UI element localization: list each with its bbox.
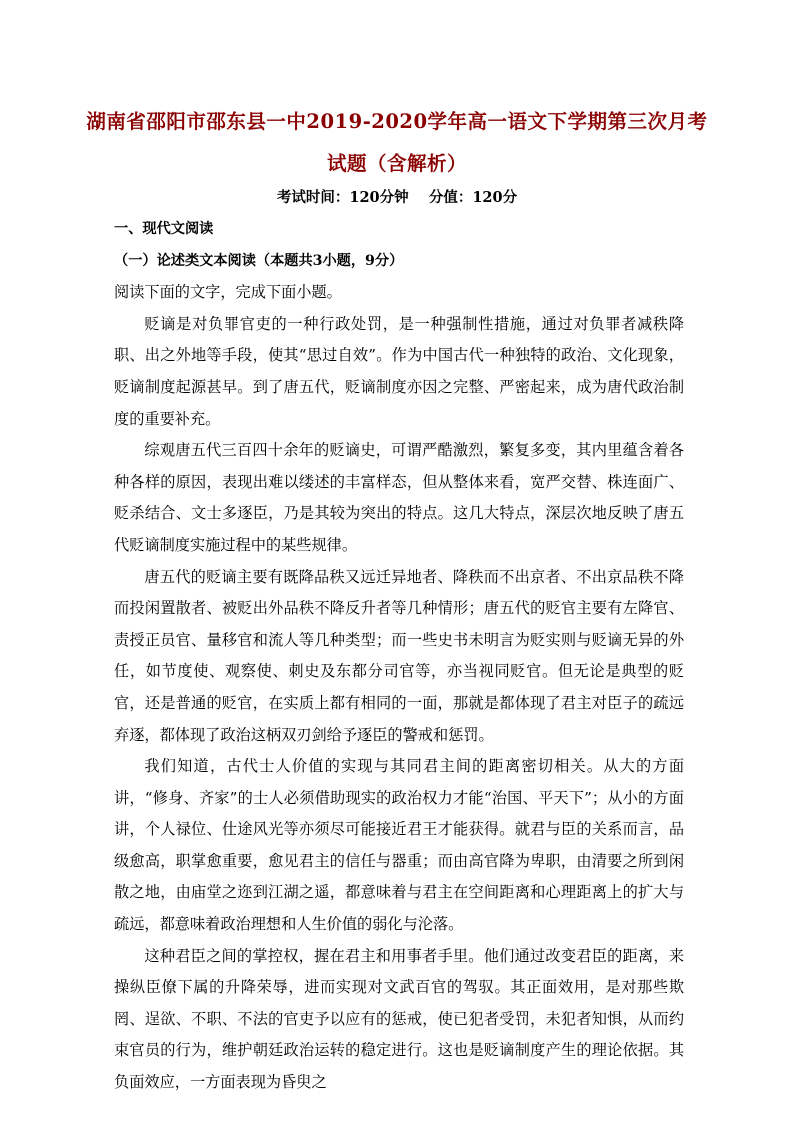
exam-time-and-score: 考试时间：120分钟 分值：120分 [276, 189, 518, 206]
subsection-heading: （一）论述类文本阅读（本题共3小题，9分） [114, 252, 404, 269]
section-heading: 一、现代文阅读 [114, 221, 214, 237]
passage-paragraph: 我们知道，古代士人价值的实现与其同君主间的距离密切相关。从大的方面讲，“修身、齐家”的士人必须借助现实的政治权力才能“治国、平天下”；从小的方面讲，个人禄位、仕途风光等亦须尽可能接近君王才能获得。就君与臣的关系而言，品级愈高，职掌愈重要，愈见君主的信任与器重；而由高官降为卑职，由清要之所到闲散之地，由庙堂之迩到江湖之遥，都意味着与君主在空间距离和心理距离上的扩大与疏远，都意味着政治理想和人生价值的弱化与沦落。 [114, 757, 684, 934]
passage-paragraph: 综观唐五代三百四十余年的贬谪史，可谓严酷激烈，繁复多变，其内里蕴含着各种各样的原因，表现出难以缕述的丰富样态，但从整体来看，宽严交替、株连面广、贬杀结合、文士多逐臣，乃是其较为突出的特点。这几大特点，深层次地反映了唐五代贬谪制度实施过程中的某些规律。 [114, 441, 684, 554]
document-title-line-2: 试题（含解析） [326, 152, 467, 175]
passage-paragraph: 唐五代的贬谪主要有既降品秩又远迁异地者、降秩而不出京者、不出京品秩不降而投闲置散者、被贬出外品秩不降反升者等几种情形；唐五代的贬官主要有左降官、责授正员官、量移官和流人等几种类型；而一些史书未明言为贬实则与贬谪无异的外任，如节度使、观察使、刺史及东都分司官等，亦当视同贬官。但无论是典型的贬官，还是普通的贬官，在实质上都有相同的一面，那就是都体现了君主对臣子的疏远弃逐，都体现了政治这柄双刃剑给予逐臣的警戒和惩罚。 [114, 567, 684, 744]
passage-paragraph: 这种君臣之间的掌控权，握在君主和用事者手里。他们通过改变君臣的距离，来操纵臣僚下属的升降荣辱，进而实现对文武百官的驾驭。其正面效用，是对那些欺罔、逞欲、不职、不法的官吏予以应有的惩戒，使已犯者受罚，未犯者知惧，从而约束官员的行为，维护朝廷政治运转的稳定进行。这也是贬谪制度产生的理论依据。其负面效应，一方面表现为昏臾之 [114, 946, 684, 1092]
reading-instruction: 阅读下面的文字，完成下面小题。 [114, 283, 342, 302]
document-title-line-1: 湖南省邵阳市邵东县一中2019-2020学年高一语文下学期第三次月考 [86, 110, 708, 133]
passage-paragraph: 贬谪是对负罪官吏的一种行政处罚，是一种强制性措施，通过对负罪者减秩降职、出之外地等手段，使其“思过自效”。作为中国古代一种独特的政治、文化现象，贬谪制度起源甚早。到了唐五代，贬谪制度亦因之完整、严密起来，成为唐代政治制度的重要补充。 [114, 314, 684, 428]
document-body [114, 214, 684, 1099]
